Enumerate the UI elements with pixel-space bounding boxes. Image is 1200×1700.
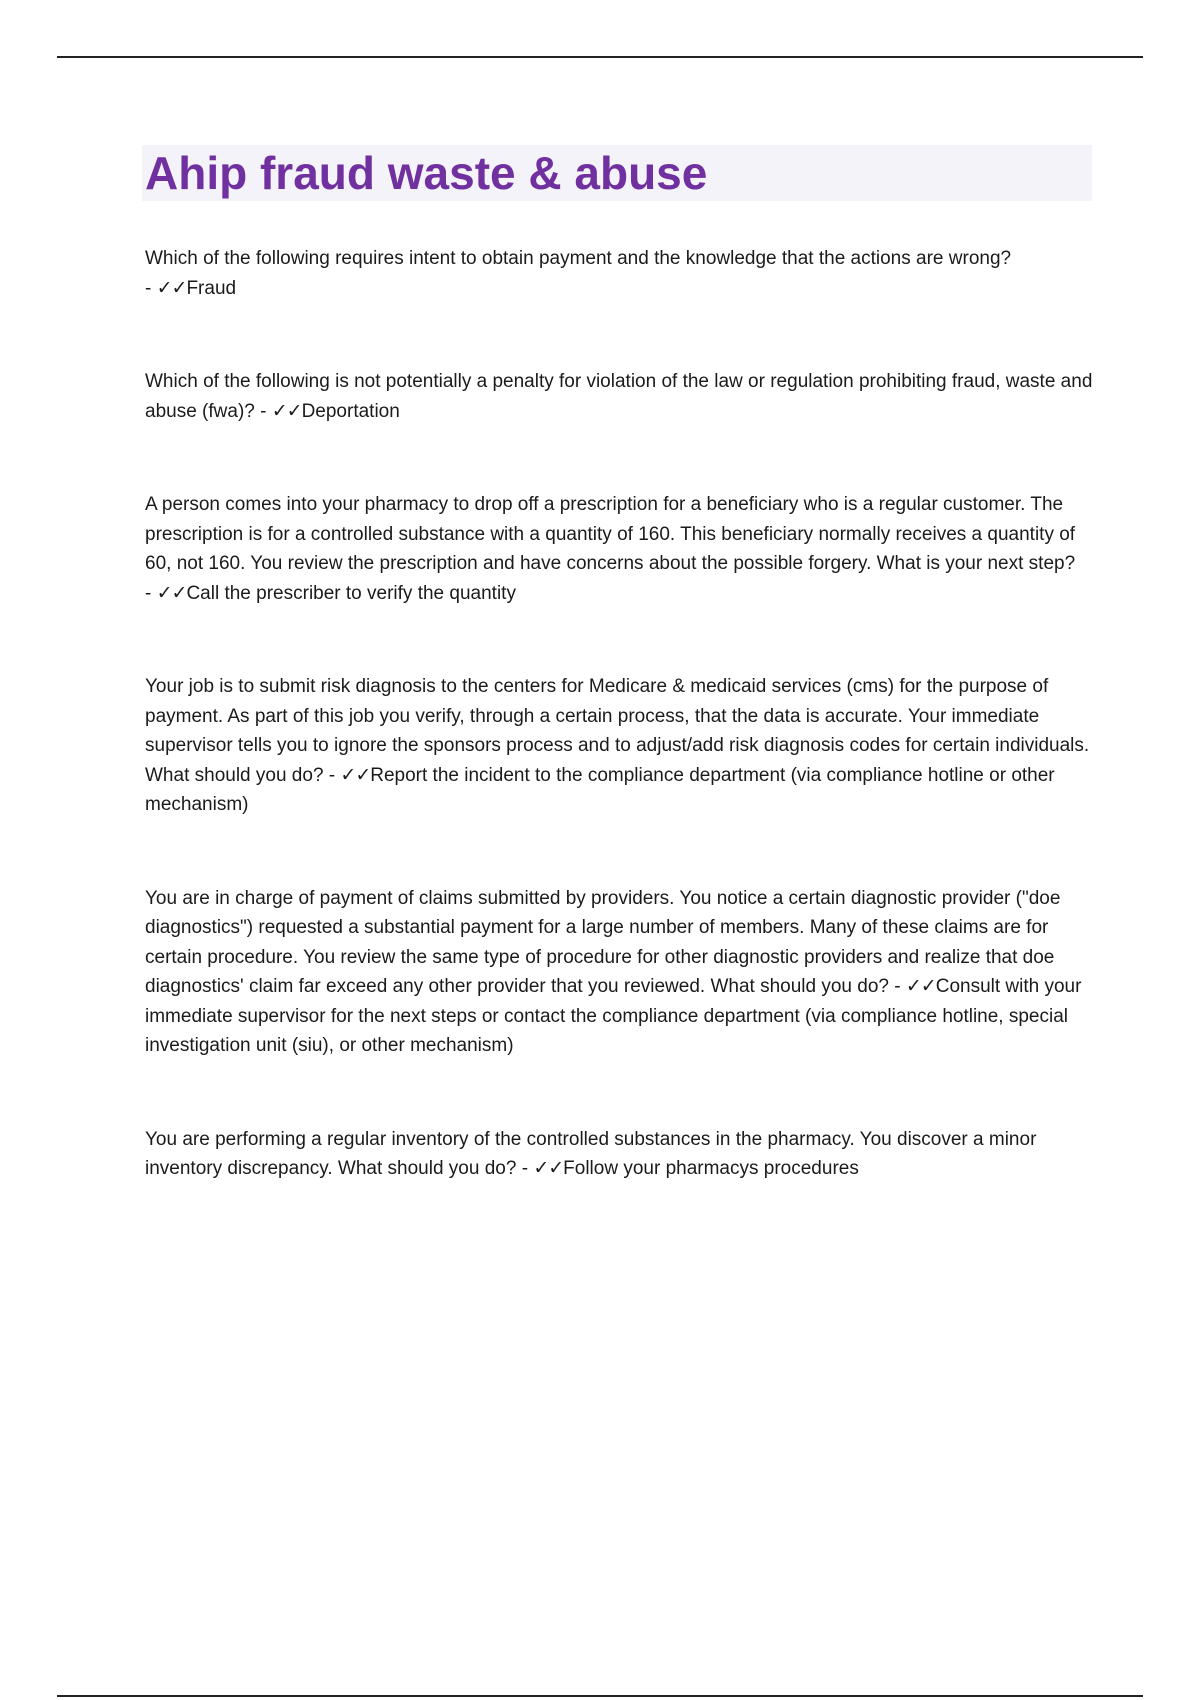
question-text: Which of the following requires intent to obtain payment and the knowledge that the actions are wrong? <box>145 248 1012 269</box>
answer-text: Fraud <box>186 277 237 299</box>
double-check-icon: ✓✓ <box>340 764 371 786</box>
double-check-icon: ✓✓ <box>533 1158 564 1179</box>
qa-item-4 <box>145 672 1095 820</box>
separator: - <box>516 1158 534 1179</box>
title-band <box>142 145 1092 201</box>
qa-item-1 <box>145 244 1095 303</box>
question-text: A person comes into your pharmacy to drop off a prescription for a beneficiary who is a regular customer. The prescription is for a controlled substance with a quantity of 160. This beneficiary normally receives a quantity of 60, not 160. You review the prescription and have concerns about the possible forgery. What is your next step? <box>145 494 1076 574</box>
double-check-icon: ✓✓ <box>271 400 302 422</box>
answer-text: Consult with your immediate supervisor for the next steps or contact the compliance department (via compliance hotline, special investigation unit (siu), or other mechanism) <box>145 976 1082 1056</box>
double-check-icon: ✓✓ <box>905 976 936 997</box>
question-text: Your job is to submit risk diagnosis to the centers for Medicare & medicaid services (cms) for the purpose of payment. As part of this job you verify, through a certain process, that the data is accurate. Your immediate supervisor tells you to ignore the sponsors process and to adjust/add risk diagnosis codes for certain individuals. What should you do? <box>145 676 1090 786</box>
bottom-rule <box>57 1695 1143 1697</box>
separator: - <box>323 764 341 786</box>
double-check-icon: ✓✓ <box>156 582 187 604</box>
qa-item-3 <box>145 490 1095 608</box>
answer-text: Call the prescriber to verify the quantity <box>186 582 516 604</box>
question-text: You are in charge of payment of claims submitted by providers. You notice a certain diagnostic provider ("doe diagnostics") requested a substantial payment for a large number of members. Many of these claims are for certain procedure. You review the same type of procedure for other diagnostic providers and realize that doe diagnostics' claim far exceed any other provider that you reviewed. What should you do? <box>145 887 1061 997</box>
answer-text: Deportation <box>301 400 400 422</box>
qa-item-2 <box>145 367 1095 426</box>
separator: - <box>888 976 906 997</box>
qa-item-6 <box>145 1125 1095 1184</box>
answer-text: Follow your pharmacys procedures <box>563 1158 859 1179</box>
qa-list <box>145 244 1095 1184</box>
separator: - <box>145 582 157 604</box>
question-text: Which of the following is not potentially a penalty for violation of the law or regulation prohibiting fraud, waste and abuse (fwa)? <box>145 371 1093 422</box>
question-text: You are performing a regular inventory of the controlled substances in the pharmacy. You discover a minor inventory discrepancy. What should you do? <box>145 1128 1037 1179</box>
top-rule <box>57 56 1143 58</box>
separator: - <box>254 400 272 422</box>
separator: - <box>145 277 157 299</box>
qa-item-5 <box>145 884 1095 1061</box>
document-title: Ahip fraud waste & abuse <box>145 147 708 199</box>
double-check-icon: ✓✓ <box>156 277 187 299</box>
answer-text: Report the incident to the compliance department (via compliance hotline or other mechanism) <box>145 764 1055 815</box>
